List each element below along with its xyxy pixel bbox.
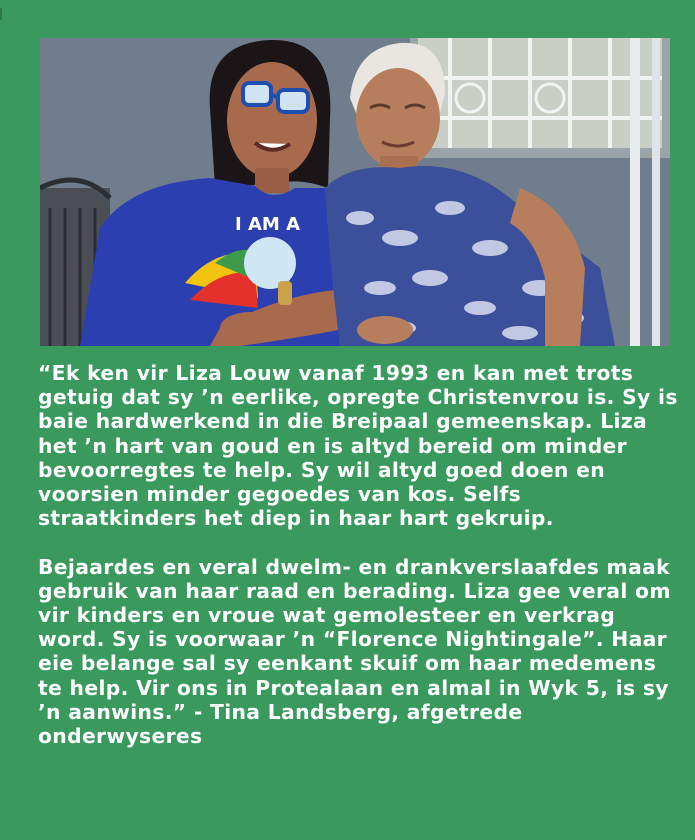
page-edge-mark — [0, 8, 2, 20]
door-frame — [630, 38, 640, 346]
testimonial-quote — [38, 361, 688, 748]
photo-illustration — [40, 38, 670, 346]
photo-two-women — [40, 38, 670, 346]
quote-paragraph-2: Bejaardes en veral dwelm- en drankverslaafdes maak gebruik van haar raad en berading. Liza gee veral om vir kinders en vroue wat gemolesteer en verkrag word. Sy is voorwaar ’n “Florence Nightingale”. Haar eie belange sal sy eenkant skuif om haar medemens te help. Vir ons in Protealaan en almal in Wyk 5, is sy ’n aanwins.” - Tina Landsberg, afgetrede onderwyseres — [38, 554, 671, 749]
shirt-text: I AM A — [235, 214, 301, 235]
quote-paragraph-1: “Ek ken vir Liza Louw vanaf 1993 en kan met trots getuig dat sy ’n eerlike, opregte Christenvrou is. Sy is baie hardwerkend in die Breipaal gemeenskap. Liza het ’n hart van goud en is altyd bereid om minder bevoorregtes te help. Sy wil altyd goed doen en voorsien minder gegoedes van kos. Selfs straatkinders het diep in haar hart gekruip. — [38, 361, 678, 531]
